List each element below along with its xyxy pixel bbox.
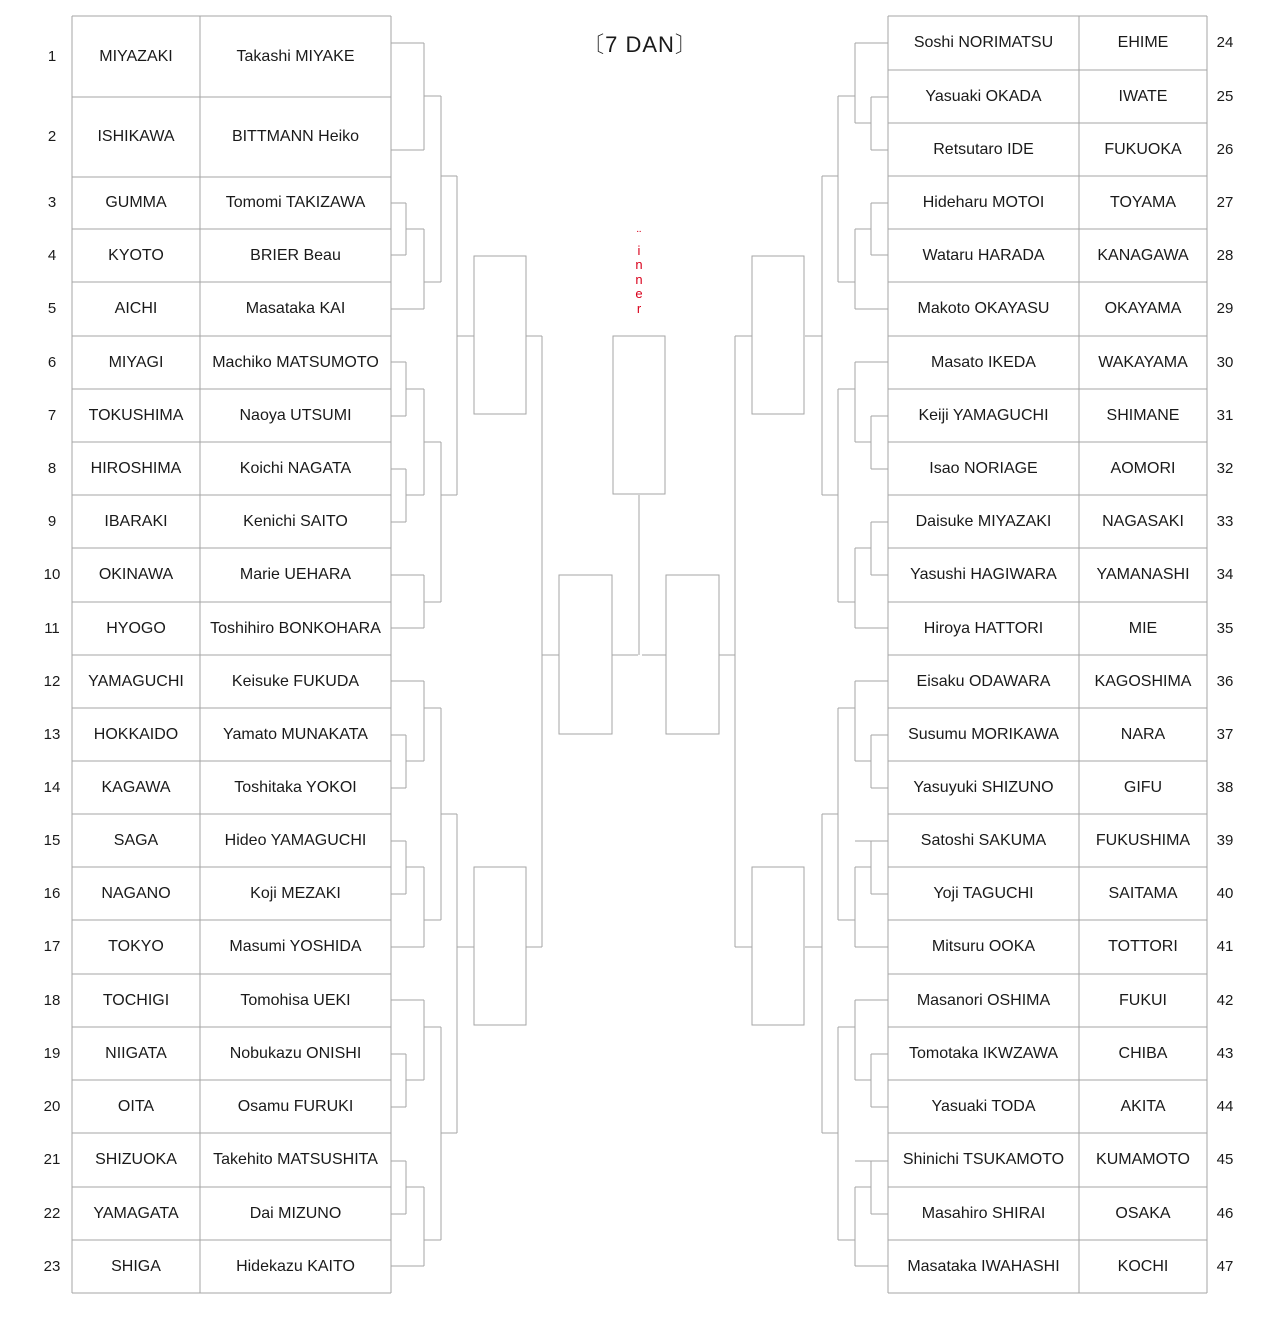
seed-number: 41 bbox=[1216, 938, 1234, 955]
seed-number: 3 bbox=[47, 194, 57, 211]
match-box-right-lower bbox=[752, 867, 804, 1025]
prefecture-cell: GIFU bbox=[1123, 778, 1163, 796]
semifinal-box-right bbox=[666, 575, 719, 734]
player-name-cell: Naoya UTSUMI bbox=[239, 406, 352, 424]
player-name-cell: Takehito MATSUSHITA bbox=[213, 1151, 378, 1168]
player-name-cell: Yasushi HAGIWARA bbox=[910, 566, 1057, 583]
seed-number: 47 bbox=[1216, 1257, 1234, 1275]
prefecture-cell: KUMAMOTO bbox=[1096, 1151, 1190, 1168]
prefecture-cell: OKINAWA bbox=[98, 566, 174, 583]
prefecture-cell: SHIZUOKA bbox=[95, 1151, 177, 1168]
prefecture-cell: IBARAKI bbox=[104, 512, 168, 530]
seed-number: 24 bbox=[1216, 34, 1234, 51]
prefecture-cell: FUKUI bbox=[1119, 991, 1167, 1009]
prefecture-cell: HYOGO bbox=[106, 619, 166, 637]
prefecture-cell: NAGANO bbox=[101, 884, 171, 902]
bracket-title: 〔7 DAN〕 bbox=[582, 32, 698, 57]
winner-box bbox=[613, 336, 665, 494]
prefecture-cell: MIYAGI bbox=[108, 353, 164, 371]
prefecture-cell: AOMORI bbox=[1110, 459, 1176, 477]
seed-number: 43 bbox=[1216, 1044, 1234, 1062]
seed-number: 10 bbox=[43, 566, 61, 583]
seed-number: 2 bbox=[47, 128, 57, 145]
player-name-cell: Kenichi SAITO bbox=[243, 512, 348, 530]
prefecture-cell: SAGA bbox=[113, 831, 159, 849]
prefecture-cell: NAGASAKI bbox=[1102, 512, 1184, 530]
seed-number: 14 bbox=[43, 778, 61, 796]
player-name-cell: Keisuke FUKUDA bbox=[231, 672, 360, 690]
winner-label-char: ¨ bbox=[636, 228, 642, 243]
player-name-cell: Daisuke MIYAZAKI bbox=[915, 512, 1052, 530]
winner-label-char: n bbox=[635, 271, 643, 287]
player-name-cell: Masato IKEDA bbox=[931, 353, 1036, 371]
prefecture-cell: OKAYAMA bbox=[1104, 300, 1182, 317]
winner-label bbox=[632, 229, 646, 316]
seed-number: 26 bbox=[1216, 140, 1234, 158]
prefecture-cell: KANAGAWA bbox=[1097, 246, 1189, 264]
seed-number: 32 bbox=[1216, 459, 1234, 477]
player-name-cell: Retsutaro IDE bbox=[933, 140, 1034, 158]
seed-number: 5 bbox=[47, 300, 57, 317]
winner-label-char: e bbox=[635, 286, 643, 301]
seed-number: 16 bbox=[43, 884, 61, 902]
seed-number: 34 bbox=[1216, 566, 1234, 583]
player-name-cell: Susumu MORIKAWA bbox=[908, 725, 1059, 743]
player-name-cell: Takashi MIYAKE bbox=[236, 47, 355, 65]
seed-number: 6 bbox=[47, 353, 57, 371]
seed-number: 20 bbox=[43, 1097, 61, 1115]
player-name-cell: Makoto OKAYASU bbox=[917, 300, 1050, 317]
seed-number: 45 bbox=[1216, 1151, 1234, 1168]
seed-number: 23 bbox=[43, 1257, 61, 1275]
player-name-cell: Mitsuru OOKA bbox=[931, 938, 1036, 955]
prefecture-cell: OSAKA bbox=[1115, 1204, 1171, 1222]
prefecture-cell: CHIBA bbox=[1118, 1044, 1168, 1062]
seed-number: 4 bbox=[47, 246, 57, 264]
prefecture-cell: YAMAGUCHI bbox=[88, 672, 184, 690]
player-name-cell: Tomotaka IKWZAWA bbox=[908, 1044, 1059, 1062]
prefecture-cell: YAMANASHI bbox=[1096, 566, 1190, 583]
prefecture-cell: NIIGATA bbox=[105, 1044, 167, 1062]
player-name-cell: Yoji TAGUCHI bbox=[933, 884, 1034, 902]
player-name-cell: Eisaku ODAWARA bbox=[916, 672, 1051, 690]
match-box-left-lower bbox=[474, 867, 526, 1025]
seed-number: 22 bbox=[43, 1204, 61, 1222]
seed-number: 31 bbox=[1216, 406, 1234, 424]
semifinal-box-left bbox=[559, 575, 612, 734]
player-name-cell: Yamato MUNAKATA bbox=[223, 725, 368, 743]
player-name-cell: BRIER Beau bbox=[250, 246, 341, 264]
prefecture-cell: AICHI bbox=[114, 300, 158, 317]
player-name-cell: Shinichi TSUKAMOTO bbox=[902, 1151, 1065, 1168]
seed-number: 42 bbox=[1216, 991, 1234, 1009]
prefecture-cell: IWATE bbox=[1118, 87, 1168, 105]
prefecture-cell: TOKUSHIMA bbox=[88, 406, 184, 424]
seed-number: 28 bbox=[1216, 246, 1234, 264]
prefecture-cell: OITA bbox=[117, 1097, 155, 1115]
prefecture-cell: ISHIKAWA bbox=[97, 128, 175, 145]
player-name-cell: Masataka KAI bbox=[245, 300, 346, 317]
seed-number: 11 bbox=[44, 619, 60, 637]
prefecture-cell: TOYAMA bbox=[1109, 193, 1177, 211]
player-name-cell: BITTMANN Heiko bbox=[231, 128, 360, 145]
winner-label-char: r bbox=[636, 300, 642, 316]
player-name-cell: Yasuaki OKADA bbox=[925, 87, 1042, 105]
seed-number: 19 bbox=[43, 1044, 61, 1062]
prefecture-cell: KAGAWA bbox=[101, 778, 171, 796]
player-name-cell: Masataka IWAHASHI bbox=[907, 1257, 1060, 1275]
player-name-cell: Keiji YAMAGUCHI bbox=[918, 406, 1049, 424]
prefecture-cell: SAITAMA bbox=[1108, 884, 1178, 902]
seed-number: 36 bbox=[1216, 672, 1234, 690]
prefecture-cell: TOKYO bbox=[108, 938, 164, 955]
seed-number: 25 bbox=[1216, 87, 1234, 105]
player-name-cell: Toshitaka YOKOI bbox=[234, 778, 357, 796]
prefecture-cell: KOCHI bbox=[1117, 1257, 1169, 1275]
prefecture-cell: EHIME bbox=[1117, 34, 1169, 51]
player-name-cell: Dai MIZUNO bbox=[249, 1204, 342, 1222]
player-name-cell: Masanori OSHIMA bbox=[916, 991, 1051, 1009]
seed-number: 7 bbox=[47, 406, 57, 424]
player-name-cell: Yasuaki TODA bbox=[931, 1097, 1036, 1115]
player-name-cell: Osamu FURUKI bbox=[237, 1097, 354, 1115]
prefecture-cell: TOTTORI bbox=[1108, 938, 1178, 955]
prefecture-cell: SHIGA bbox=[111, 1257, 161, 1275]
winner-label-char: n bbox=[635, 257, 643, 272]
player-name-cell: Isao NORIAGE bbox=[929, 459, 1038, 477]
seed-number: 39 bbox=[1216, 831, 1234, 849]
seed-number: 21 bbox=[43, 1151, 61, 1168]
player-name-cell: Tomohisa UEKI bbox=[240, 991, 351, 1009]
seed-number: 13 bbox=[43, 725, 61, 743]
player-name-cell: Koji MEZAKI bbox=[250, 884, 341, 902]
prefecture-cell: FUKUOKA bbox=[1104, 140, 1182, 158]
seed-number: 44 bbox=[1216, 1097, 1234, 1115]
seed-number: 37 bbox=[1216, 725, 1234, 743]
seed-number: 38 bbox=[1216, 778, 1234, 796]
prefecture-cell: GUMMA bbox=[105, 194, 167, 211]
player-name-cell: Soshi NORIMATSU bbox=[913, 34, 1054, 51]
player-name-cell: Machiko MATSUMOTO bbox=[212, 353, 379, 371]
player-name-cell: Hideo YAMAGUCHI bbox=[224, 831, 367, 849]
seed-number: 27 bbox=[1216, 193, 1234, 211]
player-name-cell: Nobukazu ONISHI bbox=[229, 1044, 362, 1062]
prefecture-cell: HIROSHIMA bbox=[90, 459, 182, 477]
seed-number: 9 bbox=[47, 512, 57, 530]
prefecture-cell: WAKAYAMA bbox=[1098, 353, 1188, 371]
player-name-cell: Yasuyuki SHIZUNO bbox=[913, 778, 1054, 796]
player-name-cell: Satoshi SAKUMA bbox=[920, 831, 1047, 849]
player-name-cell: Masahiro SHIRAI bbox=[921, 1204, 1046, 1222]
prefecture-cell: MIYAZAKI bbox=[99, 47, 173, 65]
seed-number: 30 bbox=[1216, 353, 1234, 371]
seed-number: 8 bbox=[47, 459, 57, 477]
prefecture-cell: HOKKAIDO bbox=[93, 725, 179, 743]
prefecture-cell: NARA bbox=[1120, 725, 1166, 743]
player-name-cell: Koichi NAGATA bbox=[239, 459, 352, 477]
prefecture-cell: MIE bbox=[1128, 619, 1158, 637]
seed-number: 12 bbox=[43, 672, 61, 690]
prefecture-cell: FUKUSHIMA bbox=[1095, 831, 1191, 849]
player-name-cell: Masumi YOSHIDA bbox=[229, 938, 362, 955]
player-name-cell: Hideharu MOTOI bbox=[922, 193, 1045, 211]
seed-number: 33 bbox=[1216, 512, 1234, 530]
seed-number: 18 bbox=[43, 991, 61, 1009]
seed-number: 46 bbox=[1216, 1204, 1234, 1222]
seed-number: 17 bbox=[43, 938, 61, 955]
player-name-cell: Hiroya HATTORI bbox=[923, 619, 1044, 637]
prefecture-cell: YAMAGATA bbox=[93, 1204, 179, 1222]
prefecture-cell: KYOTO bbox=[108, 246, 164, 264]
player-name-cell: Tomomi TAKIZAWA bbox=[225, 194, 366, 211]
player-name-cell: Wataru HARADA bbox=[922, 246, 1045, 264]
prefecture-cell: AKITA bbox=[1120, 1097, 1166, 1115]
prefecture-cell: SHIMANE bbox=[1106, 406, 1180, 424]
match-box-left-upper bbox=[474, 256, 526, 414]
player-name-cell: Hidekazu KAITO bbox=[236, 1257, 355, 1275]
player-name-cell: Marie UEHARA bbox=[239, 566, 352, 583]
seed-number: 29 bbox=[1216, 300, 1234, 317]
seed-number: 35 bbox=[1216, 619, 1234, 637]
seed-number: 1 bbox=[47, 47, 57, 65]
winner-label-char: i bbox=[637, 242, 641, 258]
seed-number: 15 bbox=[43, 831, 61, 849]
match-box-right-upper bbox=[752, 256, 804, 414]
player-name-cell: Toshihiro BONKOHARA bbox=[210, 619, 381, 637]
prefecture-cell: KAGOSHIMA bbox=[1094, 672, 1192, 690]
prefecture-cell: TOCHIGI bbox=[102, 991, 170, 1009]
seed-number: 40 bbox=[1216, 884, 1234, 902]
